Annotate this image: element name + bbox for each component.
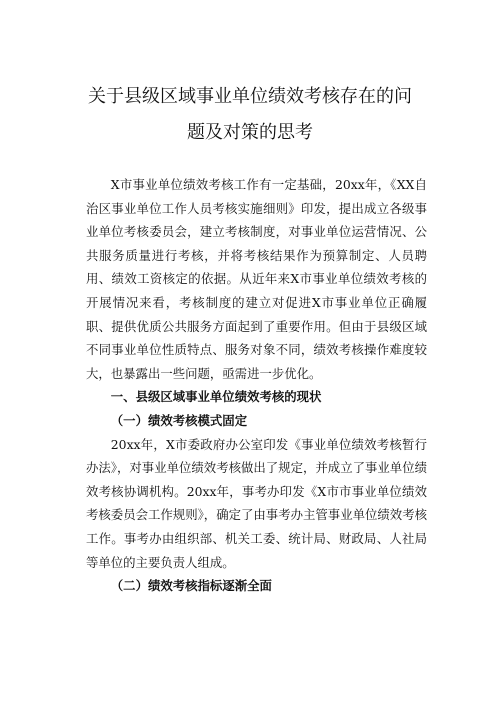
subsection-heading-2: （二）绩效考核指标逐渐全面 — [110, 578, 272, 594]
document-body — [86, 173, 427, 598]
document-title-line-2: 题及对策的思考 — [187, 122, 313, 143]
subsection-1-paragraph: 20xx年，X市委政府办公室印发《事业单位绩效考核暂行办法》，对事业单位绩效考核做出了规定，并成立了事业单位绩效考核协调机构。20xx年，事考办印发《X市市事业单位绩效考核委员会工作规则》，确定了由事考办主管事业单位绩效考核工作。事考办由组织部、机关工委、统计局、财政局、人社局等单位的主要负责人组成。 — [86, 436, 427, 570]
intro-paragraph: X市事业单位绩效考核工作有一定基础，20xx年，《XX自治区事业单位工作人员考核实施细则》印发，提出成立各级事业单位考核委员会，建立考核制度，对事业单位运营情况、公共服务质量进行考核，并将考核结果作为预算制定、人员聘用、绩效工资核定的依据。从近年来X市事业单位绩效考核的开展情况来看，考核制度的建立对促进X市事业单位正确履职、提供优质公共服务方面起到了重要作用。但由于县级区域不同事业单位性质特点、服务对象不同，绩效考核操作难度较大，也暴露出一些问题，亟需进一步优化。 — [86, 177, 427, 381]
document-title-line-1: 关于县级区域事业单位绩效考核存在的问 — [88, 86, 412, 107]
subsection-heading-1: （一）绩效考核模式固定 — [110, 412, 248, 428]
section-heading-1: 一、县级区域事业单位绩效考核的现状 — [110, 389, 322, 405]
